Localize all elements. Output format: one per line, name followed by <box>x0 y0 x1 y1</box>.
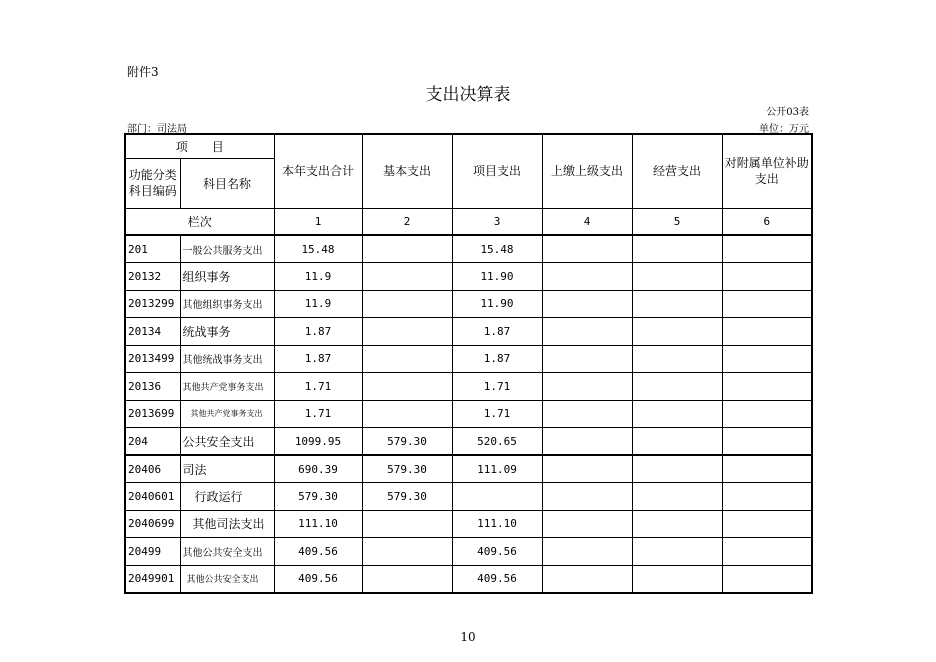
row-total: 1.71 <box>274 373 362 401</box>
row-total: 409.56 <box>274 565 362 593</box>
row-name: 组织事务 <box>180 263 274 291</box>
row-operation <box>632 455 722 483</box>
row-name: 司法 <box>180 455 274 483</box>
row-project: 1.87 <box>452 318 542 346</box>
row-superior <box>542 263 632 291</box>
row-operation <box>632 428 722 456</box>
row-project: 520.65 <box>452 428 542 456</box>
page-title: 支出决算表 <box>425 85 511 105</box>
row-basic <box>362 345 452 373</box>
row-project: 11.90 <box>452 290 542 318</box>
row-subsidy <box>722 345 812 373</box>
row-subsidy <box>722 318 812 346</box>
row-superior <box>542 235 632 263</box>
row-subsidy <box>722 483 812 511</box>
row-superior <box>542 400 632 428</box>
item-header: 项 目 <box>125 134 274 158</box>
table-row <box>125 290 812 318</box>
table-row <box>125 318 812 346</box>
table-row <box>125 400 812 428</box>
row-name: 公共安全支出 <box>180 428 274 456</box>
col-index-4: 4 <box>542 208 632 235</box>
row-subsidy <box>722 290 812 318</box>
col-header-superior: 上缴上级支出 <box>542 134 632 208</box>
table-row <box>125 428 812 456</box>
row-operation <box>632 373 722 401</box>
row-basic: 579.30 <box>362 455 452 483</box>
col-index-5: 5 <box>632 208 722 235</box>
col-index-6: 6 <box>722 208 812 235</box>
row-code: 2013499 <box>125 345 180 373</box>
row-operation <box>632 263 722 291</box>
row-operation <box>632 510 722 538</box>
row-project <box>452 483 542 511</box>
col-header-subsidy: 对附属单位补助支出 <box>722 134 812 208</box>
row-project: 111.09 <box>452 455 542 483</box>
row-project: 409.56 <box>452 565 542 593</box>
table-row <box>125 263 812 291</box>
col-index-row <box>125 208 812 235</box>
col-header-operation: 经营支出 <box>632 134 722 208</box>
row-operation <box>632 345 722 373</box>
row-superior <box>542 483 632 511</box>
row-superior <box>542 290 632 318</box>
row-basic <box>362 538 452 566</box>
row-superior <box>542 373 632 401</box>
table-row <box>125 483 812 511</box>
row-code: 2040601 <box>125 483 180 511</box>
row-total: 1099.95 <box>274 428 362 456</box>
row-total: 579.30 <box>274 483 362 511</box>
col-index-1: 1 <box>274 208 362 235</box>
col-header-total: 本年支出合计 <box>274 134 362 208</box>
row-subsidy <box>722 235 812 263</box>
col-header-project: 项目支出 <box>452 134 542 208</box>
table-row <box>125 345 812 373</box>
row-basic <box>362 565 452 593</box>
table-row <box>125 235 812 263</box>
row-code: 2049901 <box>125 565 180 593</box>
row-operation <box>632 318 722 346</box>
row-project: 1.71 <box>452 373 542 401</box>
row-name: 其他统战事务支出 <box>180 345 274 373</box>
form-number: 公开03表 <box>766 107 809 118</box>
row-superior <box>542 510 632 538</box>
row-name: 其他共产党事务支出 <box>180 400 274 428</box>
row-superior <box>542 538 632 566</box>
row-project: 1.87 <box>452 345 542 373</box>
row-operation <box>632 565 722 593</box>
row-name: 统战事务 <box>180 318 274 346</box>
expenditure-table <box>124 133 813 594</box>
row-total: 1.71 <box>274 400 362 428</box>
row-operation <box>632 483 722 511</box>
row-basic <box>362 510 452 538</box>
table-row <box>125 510 812 538</box>
page-number: 10 <box>460 630 476 644</box>
row-code: 2013699 <box>125 400 180 428</box>
department-label: 部门：司法局 <box>127 124 187 135</box>
attachment-label: 附件3 <box>127 65 159 79</box>
row-basic <box>362 235 452 263</box>
row-basic <box>362 373 452 401</box>
row-total: 11.9 <box>274 263 362 291</box>
row-code: 20132 <box>125 263 180 291</box>
row-project: 409.56 <box>452 538 542 566</box>
row-subsidy <box>722 263 812 291</box>
row-name: 其他公共安全支出 <box>180 565 274 593</box>
row-name: 其他司法支出 <box>180 510 274 538</box>
row-code: 201 <box>125 235 180 263</box>
row-code: 20499 <box>125 538 180 566</box>
row-operation <box>632 235 722 263</box>
table-row <box>125 538 812 566</box>
col-header-basic: 基本支出 <box>362 134 452 208</box>
row-project: 1.71 <box>452 400 542 428</box>
row-operation <box>632 290 722 318</box>
row-code: 20136 <box>125 373 180 401</box>
header-row-1 <box>125 134 812 158</box>
row-total: 11.9 <box>274 290 362 318</box>
unit-label: 单位：万元 <box>759 124 809 135</box>
row-operation <box>632 538 722 566</box>
row-operation <box>632 400 722 428</box>
col-index-3: 3 <box>452 208 542 235</box>
row-subsidy <box>722 428 812 456</box>
row-subsidy <box>722 373 812 401</box>
name-col-header: 科目名称 <box>180 158 274 208</box>
row-superior <box>542 565 632 593</box>
row-basic <box>362 318 452 346</box>
row-superior <box>542 345 632 373</box>
row-basic <box>362 400 452 428</box>
row-name: 一般公共服务支出 <box>180 235 274 263</box>
table-row <box>125 565 812 593</box>
row-basic: 579.30 <box>362 483 452 511</box>
table-row <box>125 455 812 483</box>
row-code: 2040699 <box>125 510 180 538</box>
row-code: 20406 <box>125 455 180 483</box>
code-col-header: 功能分类科目编码 <box>125 158 180 208</box>
row-name: 其他公共安全支出 <box>180 538 274 566</box>
row-total: 1.87 <box>274 345 362 373</box>
row-basic: 579.30 <box>362 428 452 456</box>
col-index-label: 栏次 <box>125 208 274 235</box>
row-name: 其他共产党事务支出 <box>180 373 274 401</box>
row-subsidy <box>722 400 812 428</box>
row-superior <box>542 428 632 456</box>
row-subsidy <box>722 565 812 593</box>
row-basic <box>362 290 452 318</box>
table-row <box>125 373 812 401</box>
row-subsidy <box>722 538 812 566</box>
row-total: 409.56 <box>274 538 362 566</box>
row-project: 11.90 <box>452 263 542 291</box>
row-basic <box>362 263 452 291</box>
row-total: 1.87 <box>274 318 362 346</box>
col-index-2: 2 <box>362 208 452 235</box>
row-code: 204 <box>125 428 180 456</box>
row-code: 2013299 <box>125 290 180 318</box>
row-total: 690.39 <box>274 455 362 483</box>
row-total: 15.48 <box>274 235 362 263</box>
row-code: 20134 <box>125 318 180 346</box>
row-project: 15.48 <box>452 235 542 263</box>
row-superior <box>542 318 632 346</box>
row-name: 行政运行 <box>180 483 274 511</box>
row-total: 111.10 <box>274 510 362 538</box>
row-project: 111.10 <box>452 510 542 538</box>
row-subsidy <box>722 455 812 483</box>
row-name: 其他组织事务支出 <box>180 290 274 318</box>
row-superior <box>542 455 632 483</box>
row-subsidy <box>722 510 812 538</box>
